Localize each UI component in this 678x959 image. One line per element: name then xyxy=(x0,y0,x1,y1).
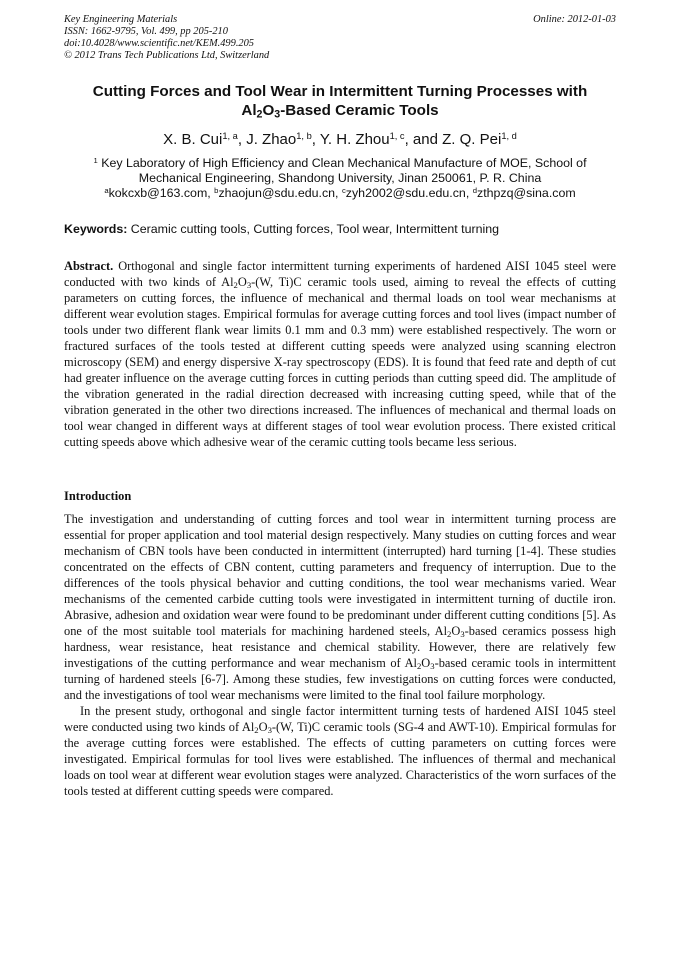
keywords-label: Keywords: xyxy=(64,222,128,236)
author-name: Y. H. Zhou xyxy=(319,131,390,148)
email-link[interactable]: zyh2002@sdu.edu.cn xyxy=(345,185,466,200)
abstract-label: Abstract. xyxy=(64,259,114,273)
introduction-body xyxy=(64,511,616,799)
intro-paragraph-2: In the present study, orthogonal and single factor intermittent turning tests of hardened AISI 1045 steel were conducted using two kinds of $Al_2O_3-(W$, Ti)C ceramic tools (SG-4 and AWT-10). Empirical formulas for the average cutting forces were established. The effects of cutting parameters on cutting forces were investigated. Empirical formulas for tool lives were established. The influences of thermal and mechanical loads on tool wear at different wear evolution stages were analyzed. Characteristics of the worn surfaces of the tools tested at different cutting speeds were compared. xyxy=(64,704,616,798)
title-line-1: Cutting Forces and Tool Wear in Intermittent Turning Processes with xyxy=(92,83,588,100)
author-name: Z. Q. Pei xyxy=(442,131,502,148)
journal-name: Key Engineering Materials xyxy=(64,14,178,25)
online-date: Online: 2012-01-03 xyxy=(533,14,616,25)
email-link[interactable]: zthpzq@sina.com xyxy=(477,185,576,200)
author-name: X. B. Cui xyxy=(163,131,223,148)
keywords-text: Ceramic cutting tools, Cutting forces, Tool wear, Intermittent turning xyxy=(127,222,500,236)
abstract-paragraph: Abstract. Orthogonal and single factor intermittent turning experiments of hardened AISI 1045 steel were conducted with two kinds of $Al_2O_3-(W$, Ti)C ceramic tools used, aiming to reveal the effects of cutting parameters on cutting forces, the influence of mechanical and thermal loads on tool wear mechanisms at different wear evolution stages. Empirical formulas for average cutting forces and tool lives (impact number of tools under two different flank wear limits 0.1 mm and 0.3 mm) were established respectively. The worn or fractured surfaces of the tools tested at different cutting speeds were analyzed using scanning electron microscopy (SEM) and energy dispersive X-ray spectroscopy (EDS). It is found that feed rate and depth of cut had greater influence on the average cutting forces in cutting periods than cutting speed did. The amplitude of the vibration generated in the radial direction decreased with increasing cutting speed, while that of the vibration generated in the other two directions increased. The influences of mechanical and thermal loads on tool wear changed in different ways at different stages of tool wear evolution process. There existed critical cutting speeds above which adhesive wear of the ceramic cutting tools became less serious. xyxy=(64,259,616,449)
author-name: J. Zhao xyxy=(246,131,297,148)
issn-line: ISSN: 1662-9795, Vol. 499, pp 205-210 xyxy=(64,26,228,37)
email-link[interactable]: zhaojun@sdu.edu.cn xyxy=(218,185,336,200)
doi-line: doi:10.4028/www.scientific.net/KEM.499.205 xyxy=(64,38,254,49)
copyright-line: © 2012 Trans Tech Publications Ltd, Switzerland xyxy=(64,50,270,61)
section-heading-introduction: Introduction xyxy=(64,489,132,503)
affiliation-line-2: Mechanical Engineering, Shandong University, Jinan 250061, P. R. China xyxy=(138,170,542,185)
affiliation-line-1: Key Laboratory of High Efficiency and Clean Mechanical Manufacture of MOE, School of xyxy=(97,156,587,170)
journal-header xyxy=(64,14,616,62)
intro-paragraph-1: The investigation and understanding of cutting forces and tool wear in intermittent turning process are essential for proper application and tool material design respectively. Many studies on cutting forces and wear mechanism of CBN tools have been conducted in intermittent (interrupted) hard turning [1-4]. These studies concentrated on the effects of CBN content, cutting parameters and frequency of interruption. Due to the differences of the tools physical behavior and cutting conditions, the tool wear mechanisms varied. Wear mechanisms of the cemented carbide cutting tools were investigated in intermittent turning of ductile iron. Abrasive, adhesion and oxidation wear were found to be predominant under different cutting conditions [5]. As one of the most suitable tool materials for machining hardened steels, $Al_2O_3$-based ceramics possess high hardness, wear resistance, heat resistance and chemical stability. However, there are relatively few investigations of the cutting performance and wear mechanism of $Al_2O_3$-based ceramic tools in intermittent turning of hardened steels [6-7]. Among these studies, few investigations on cutting forces were conducted, and the investigations of tool wear mechanisms were limited to the final tool failure morphology. xyxy=(64,512,616,702)
affiliation-block: $^1$ Key Laboratory of High Efficiency and Clean Mechanical Manufacture of MOE, School of Mechanical Engineering, Shandong University, Jinan 250061, P. R. China $^a$kokcxb@163.com, $^b$zhaojun@sdu.edu.cn, $^c$zyh2002@sdu.edu.cn, $^d$zthpzq@sina.com xyxy=(93,155,587,200)
email-list: $^a$kokcxb@163.com, $^b$zhaojun@sdu.edu.cn, $^c$zyh2002@sdu.edu.cn, $^d$zthpzq@sina.com xyxy=(104,185,576,200)
author-list: X. B. Cui$^{1, a}$, J. Zhao$^{1, b}$, Y. H. Zhou$^{1, c}$, and Z. Q. Pei$^{1, d}$ xyxy=(163,130,517,148)
keywords-line xyxy=(64,222,616,237)
paper-title: Cutting Forces and Tool Wear in Intermittent Turning Processes with $Al_2O_3$-Based Ceramic Tools xyxy=(92,83,588,121)
email-link[interactable]: kokcxb@163.com xyxy=(108,185,208,200)
